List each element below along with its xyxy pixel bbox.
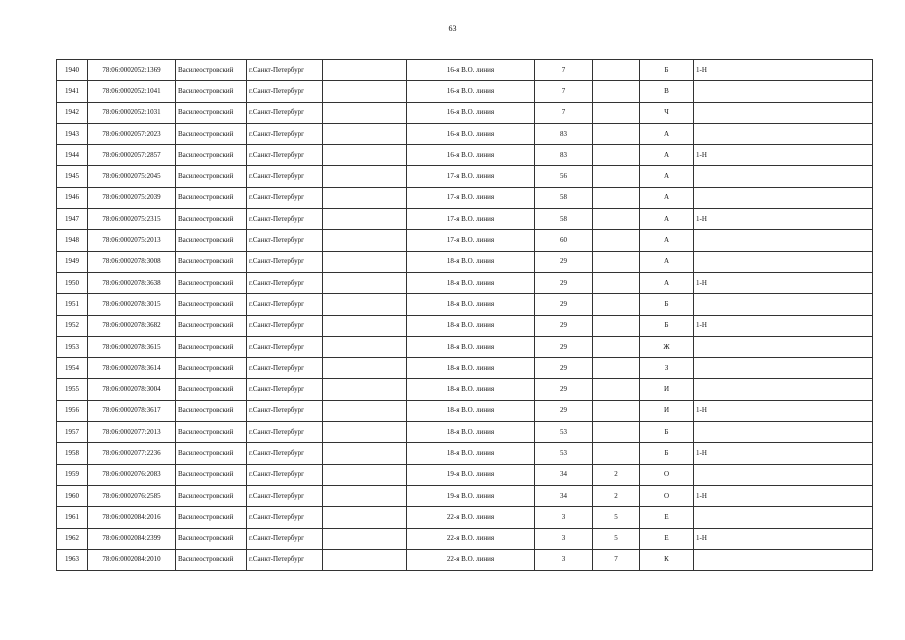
building-number [593, 422, 640, 443]
house-number: 29 [535, 315, 593, 336]
district-name: Василеостровский [176, 507, 247, 528]
building-number [593, 209, 640, 230]
building-letter: И [640, 400, 694, 421]
row-number: 1956 [57, 400, 88, 421]
building-number [593, 358, 640, 379]
blank-cell [323, 336, 407, 357]
city-name: г.Санкт-Петербург [247, 422, 323, 443]
premises-number [694, 549, 873, 570]
blank-cell [323, 123, 407, 144]
building-number [593, 166, 640, 187]
building-letter: Е [640, 528, 694, 549]
premises-number [694, 81, 873, 102]
street-name: 17-я В.О. линия [407, 230, 535, 251]
building-number [593, 443, 640, 464]
cadastral-number: 78:06:0002078:3614 [88, 358, 176, 379]
house-number: 53 [535, 443, 593, 464]
registry-table [56, 59, 873, 571]
table-row [57, 166, 873, 187]
house-number: 83 [535, 123, 593, 144]
house-number: 29 [535, 400, 593, 421]
blank-cell [323, 294, 407, 315]
table-row [57, 549, 873, 570]
row-number: 1949 [57, 251, 88, 272]
city-name: г.Санкт-Петербург [247, 102, 323, 123]
premises-number [694, 251, 873, 272]
house-number: 3 [535, 507, 593, 528]
cadastral-number: 78:06:0002057:2023 [88, 123, 176, 144]
building-number [593, 379, 640, 400]
premises-number [694, 422, 873, 443]
street-name: 19-я В.О. линия [407, 485, 535, 506]
row-number: 1950 [57, 272, 88, 293]
premises-number [694, 507, 873, 528]
street-name: 16-я В.О. линия [407, 102, 535, 123]
building-letter: А [640, 123, 694, 144]
table-row [57, 400, 873, 421]
building-letter: А [640, 272, 694, 293]
district-name: Василеостровский [176, 294, 247, 315]
building-number [593, 60, 640, 81]
city-name: г.Санкт-Петербург [247, 507, 323, 528]
table-row [57, 209, 873, 230]
city-name: г.Санкт-Петербург [247, 294, 323, 315]
table-row [57, 464, 873, 485]
row-number: 1951 [57, 294, 88, 315]
table-row [57, 251, 873, 272]
street-name: 17-я В.О. линия [407, 209, 535, 230]
house-number: 29 [535, 379, 593, 400]
blank-cell [323, 81, 407, 102]
building-letter: Б [640, 443, 694, 464]
building-letter: О [640, 464, 694, 485]
premises-number [694, 123, 873, 144]
premises-number [694, 102, 873, 123]
district-name: Василеостровский [176, 60, 247, 81]
building-letter: З [640, 358, 694, 379]
city-name: г.Санкт-Петербург [247, 123, 323, 144]
street-name: 17-я В.О. линия [407, 187, 535, 208]
house-number: 58 [535, 209, 593, 230]
house-number: 7 [535, 102, 593, 123]
city-name: г.Санкт-Петербург [247, 166, 323, 187]
building-number [593, 336, 640, 357]
building-number: 5 [593, 528, 640, 549]
row-number: 1962 [57, 528, 88, 549]
table-row [57, 379, 873, 400]
house-number: 34 [535, 464, 593, 485]
building-letter: Б [640, 422, 694, 443]
cadastral-number: 78:06:0002075:2039 [88, 187, 176, 208]
district-name: Василеостровский [176, 485, 247, 506]
blank-cell [323, 209, 407, 230]
table-row [57, 272, 873, 293]
building-letter: А [640, 187, 694, 208]
row-number: 1952 [57, 315, 88, 336]
house-number: 29 [535, 358, 593, 379]
street-name: 19-я В.О. линия [407, 464, 535, 485]
city-name: г.Санкт-Петербург [247, 400, 323, 421]
city-name: г.Санкт-Петербург [247, 209, 323, 230]
district-name: Василеостровский [176, 336, 247, 357]
building-number: 7 [593, 549, 640, 570]
city-name: г.Санкт-Петербург [247, 272, 323, 293]
district-name: Василеостровский [176, 528, 247, 549]
district-name: Василеостровский [176, 315, 247, 336]
district-name: Василеостровский [176, 187, 247, 208]
district-name: Василеостровский [176, 422, 247, 443]
street-name: 22-я В.О. линия [407, 528, 535, 549]
building-letter: Б [640, 294, 694, 315]
district-name: Василеостровский [176, 400, 247, 421]
table-row [57, 443, 873, 464]
cadastral-number: 78:06:0002076:2083 [88, 464, 176, 485]
city-name: г.Санкт-Петербург [247, 379, 323, 400]
district-name: Василеостровский [176, 272, 247, 293]
district-name: Василеостровский [176, 145, 247, 166]
house-number: 3 [535, 549, 593, 570]
building-letter: А [640, 145, 694, 166]
table-row [57, 358, 873, 379]
building-letter: К [640, 549, 694, 570]
cadastral-number: 78:06:0002052:1041 [88, 81, 176, 102]
blank-cell [323, 272, 407, 293]
house-number: 60 [535, 230, 593, 251]
row-number: 1945 [57, 166, 88, 187]
blank-cell [323, 549, 407, 570]
blank-cell [323, 528, 407, 549]
blank-cell [323, 230, 407, 251]
blank-cell [323, 400, 407, 421]
row-number: 1953 [57, 336, 88, 357]
cadastral-number: 78:06:0002076:2585 [88, 485, 176, 506]
district-name: Василеостровский [176, 81, 247, 102]
row-number: 1947 [57, 209, 88, 230]
cadastral-number: 78:06:0002078:3008 [88, 251, 176, 272]
table-row [57, 187, 873, 208]
city-name: г.Санкт-Петербург [247, 528, 323, 549]
cadastral-number: 78:06:0002084:2010 [88, 549, 176, 570]
district-name: Василеостровский [176, 209, 247, 230]
building-number [593, 102, 640, 123]
house-number: 29 [535, 294, 593, 315]
building-number [593, 81, 640, 102]
row-number: 1961 [57, 507, 88, 528]
house-number: 53 [535, 422, 593, 443]
house-number: 58 [535, 187, 593, 208]
premises-number [694, 230, 873, 251]
building-letter: Е [640, 507, 694, 528]
building-letter: И [640, 379, 694, 400]
cadastral-number: 78:06:0002075:2013 [88, 230, 176, 251]
street-name: 18-я В.О. линия [407, 358, 535, 379]
premises-number: 1-Н [694, 60, 873, 81]
row-number: 1954 [57, 358, 88, 379]
cadastral-number: 78:06:0002078:3015 [88, 294, 176, 315]
district-name: Василеостровский [176, 102, 247, 123]
cadastral-number: 78:06:0002078:3615 [88, 336, 176, 357]
house-number: 7 [535, 60, 593, 81]
blank-cell [323, 358, 407, 379]
premises-number [694, 379, 873, 400]
page-number: 63 [448, 24, 457, 33]
city-name: г.Санкт-Петербург [247, 251, 323, 272]
building-letter: Б [640, 315, 694, 336]
city-name: г.Санкт-Петербург [247, 230, 323, 251]
street-name: 18-я В.О. линия [407, 400, 535, 421]
blank-cell [323, 251, 407, 272]
street-name: 18-я В.О. линия [407, 251, 535, 272]
table-row [57, 294, 873, 315]
house-number: 83 [535, 145, 593, 166]
house-number: 3 [535, 528, 593, 549]
blank-cell [323, 507, 407, 528]
cadastral-number: 78:06:0002077:2013 [88, 422, 176, 443]
district-name: Василеостровский [176, 123, 247, 144]
row-number: 1942 [57, 102, 88, 123]
blank-cell [323, 422, 407, 443]
building-letter: Ч [640, 102, 694, 123]
house-number: 29 [535, 336, 593, 357]
premises-number [694, 464, 873, 485]
street-name: 22-я В.О. линия [407, 549, 535, 570]
building-letter: Ж [640, 336, 694, 357]
building-number: 2 [593, 485, 640, 506]
street-name: 18-я В.О. линия [407, 422, 535, 443]
building-number [593, 272, 640, 293]
city-name: г.Санкт-Петербург [247, 81, 323, 102]
city-name: г.Санкт-Петербург [247, 60, 323, 81]
premises-number: 1-Н [694, 485, 873, 506]
cadastral-number: 78:06:0002075:2315 [88, 209, 176, 230]
row-number: 1960 [57, 485, 88, 506]
table-row [57, 315, 873, 336]
building-letter: А [640, 230, 694, 251]
street-name: 18-я В.О. линия [407, 315, 535, 336]
building-letter: О [640, 485, 694, 506]
street-name: 16-я В.О. линия [407, 123, 535, 144]
row-number: 1958 [57, 443, 88, 464]
district-name: Василеостровский [176, 464, 247, 485]
building-number: 5 [593, 507, 640, 528]
street-name: 17-я В.О. линия [407, 166, 535, 187]
district-name: Василеостровский [176, 358, 247, 379]
building-number [593, 251, 640, 272]
table-row [57, 230, 873, 251]
building-letter: В [640, 81, 694, 102]
premises-number: 1-Н [694, 400, 873, 421]
street-name: 18-я В.О. линия [407, 294, 535, 315]
cadastral-number: 78:06:0002084:2016 [88, 507, 176, 528]
city-name: г.Санкт-Петербург [247, 187, 323, 208]
cadastral-number: 78:06:0002075:2045 [88, 166, 176, 187]
premises-number: 1-Н [694, 528, 873, 549]
table-row [57, 422, 873, 443]
district-name: Василеостровский [176, 166, 247, 187]
row-number: 1940 [57, 60, 88, 81]
table-row [57, 60, 873, 81]
table-row [57, 485, 873, 506]
table-row [57, 507, 873, 528]
district-name: Василеостровский [176, 251, 247, 272]
premises-number [694, 166, 873, 187]
blank-cell [323, 443, 407, 464]
city-name: г.Санкт-Петербург [247, 336, 323, 357]
blank-cell [323, 379, 407, 400]
blank-cell [323, 145, 407, 166]
table-row [57, 528, 873, 549]
blank-cell [323, 464, 407, 485]
building-number [593, 315, 640, 336]
house-number: 29 [535, 251, 593, 272]
building-letter: А [640, 209, 694, 230]
row-number: 1946 [57, 187, 88, 208]
premises-number [694, 294, 873, 315]
premises-number [694, 187, 873, 208]
district-name: Василеостровский [176, 379, 247, 400]
premises-number: 1-Н [694, 272, 873, 293]
premises-number: 1-Н [694, 209, 873, 230]
city-name: г.Санкт-Петербург [247, 145, 323, 166]
building-letter: Б [640, 60, 694, 81]
table-row [57, 123, 873, 144]
building-number [593, 230, 640, 251]
row-number: 1943 [57, 123, 88, 144]
street-name: 18-я В.О. линия [407, 379, 535, 400]
premises-number [694, 336, 873, 357]
street-name: 22-я В.О. линия [407, 507, 535, 528]
city-name: г.Санкт-Петербург [247, 443, 323, 464]
building-number [593, 187, 640, 208]
premises-number: 1-Н [694, 145, 873, 166]
table-row [57, 145, 873, 166]
table-row [57, 81, 873, 102]
street-name: 16-я В.О. линия [407, 145, 535, 166]
city-name: г.Санкт-Петербург [247, 315, 323, 336]
cadastral-number: 78:06:0002077:2236 [88, 443, 176, 464]
row-number: 1944 [57, 145, 88, 166]
building-number [593, 400, 640, 421]
blank-cell [323, 60, 407, 81]
city-name: г.Санкт-Петербург [247, 485, 323, 506]
building-number [593, 145, 640, 166]
blank-cell [323, 102, 407, 123]
street-name: 18-я В.О. линия [407, 443, 535, 464]
blank-cell [323, 187, 407, 208]
premises-number: 1-Н [694, 443, 873, 464]
street-name: 18-я В.О. линия [407, 272, 535, 293]
city-name: г.Санкт-Петербург [247, 549, 323, 570]
premises-number: 1-Н [694, 315, 873, 336]
house-number: 7 [535, 81, 593, 102]
cadastral-number: 78:06:0002052:1369 [88, 60, 176, 81]
building-number [593, 294, 640, 315]
premises-number [694, 358, 873, 379]
cadastral-number: 78:06:0002052:1031 [88, 102, 176, 123]
district-name: Василеостровский [176, 230, 247, 251]
row-number: 1955 [57, 379, 88, 400]
cadastral-number: 78:06:0002084:2399 [88, 528, 176, 549]
row-number: 1959 [57, 464, 88, 485]
row-number: 1957 [57, 422, 88, 443]
street-name: 16-я В.О. линия [407, 81, 535, 102]
house-number: 34 [535, 485, 593, 506]
building-letter: А [640, 251, 694, 272]
house-number: 29 [535, 272, 593, 293]
row-number: 1948 [57, 230, 88, 251]
building-letter: А [640, 166, 694, 187]
cadastral-number: 78:06:0002078:3638 [88, 272, 176, 293]
house-number: 56 [535, 166, 593, 187]
street-name: 18-я В.О. линия [407, 336, 535, 357]
city-name: г.Санкт-Петербург [247, 464, 323, 485]
building-number [593, 123, 640, 144]
cadastral-number: 78:06:0002057:2857 [88, 145, 176, 166]
cadastral-number: 78:06:0002078:3682 [88, 315, 176, 336]
district-name: Василеостровский [176, 549, 247, 570]
row-number: 1963 [57, 549, 88, 570]
registry-body [57, 60, 873, 571]
district-name: Василеостровский [176, 443, 247, 464]
cadastral-number: 78:06:0002078:3004 [88, 379, 176, 400]
building-number: 2 [593, 464, 640, 485]
city-name: г.Санкт-Петербург [247, 358, 323, 379]
table-row [57, 336, 873, 357]
blank-cell [323, 485, 407, 506]
street-name: 16-я В.О. линия [407, 60, 535, 81]
table-row [57, 102, 873, 123]
row-number: 1941 [57, 81, 88, 102]
blank-cell [323, 315, 407, 336]
cadastral-number: 78:06:0002078:3617 [88, 400, 176, 421]
blank-cell [323, 166, 407, 187]
